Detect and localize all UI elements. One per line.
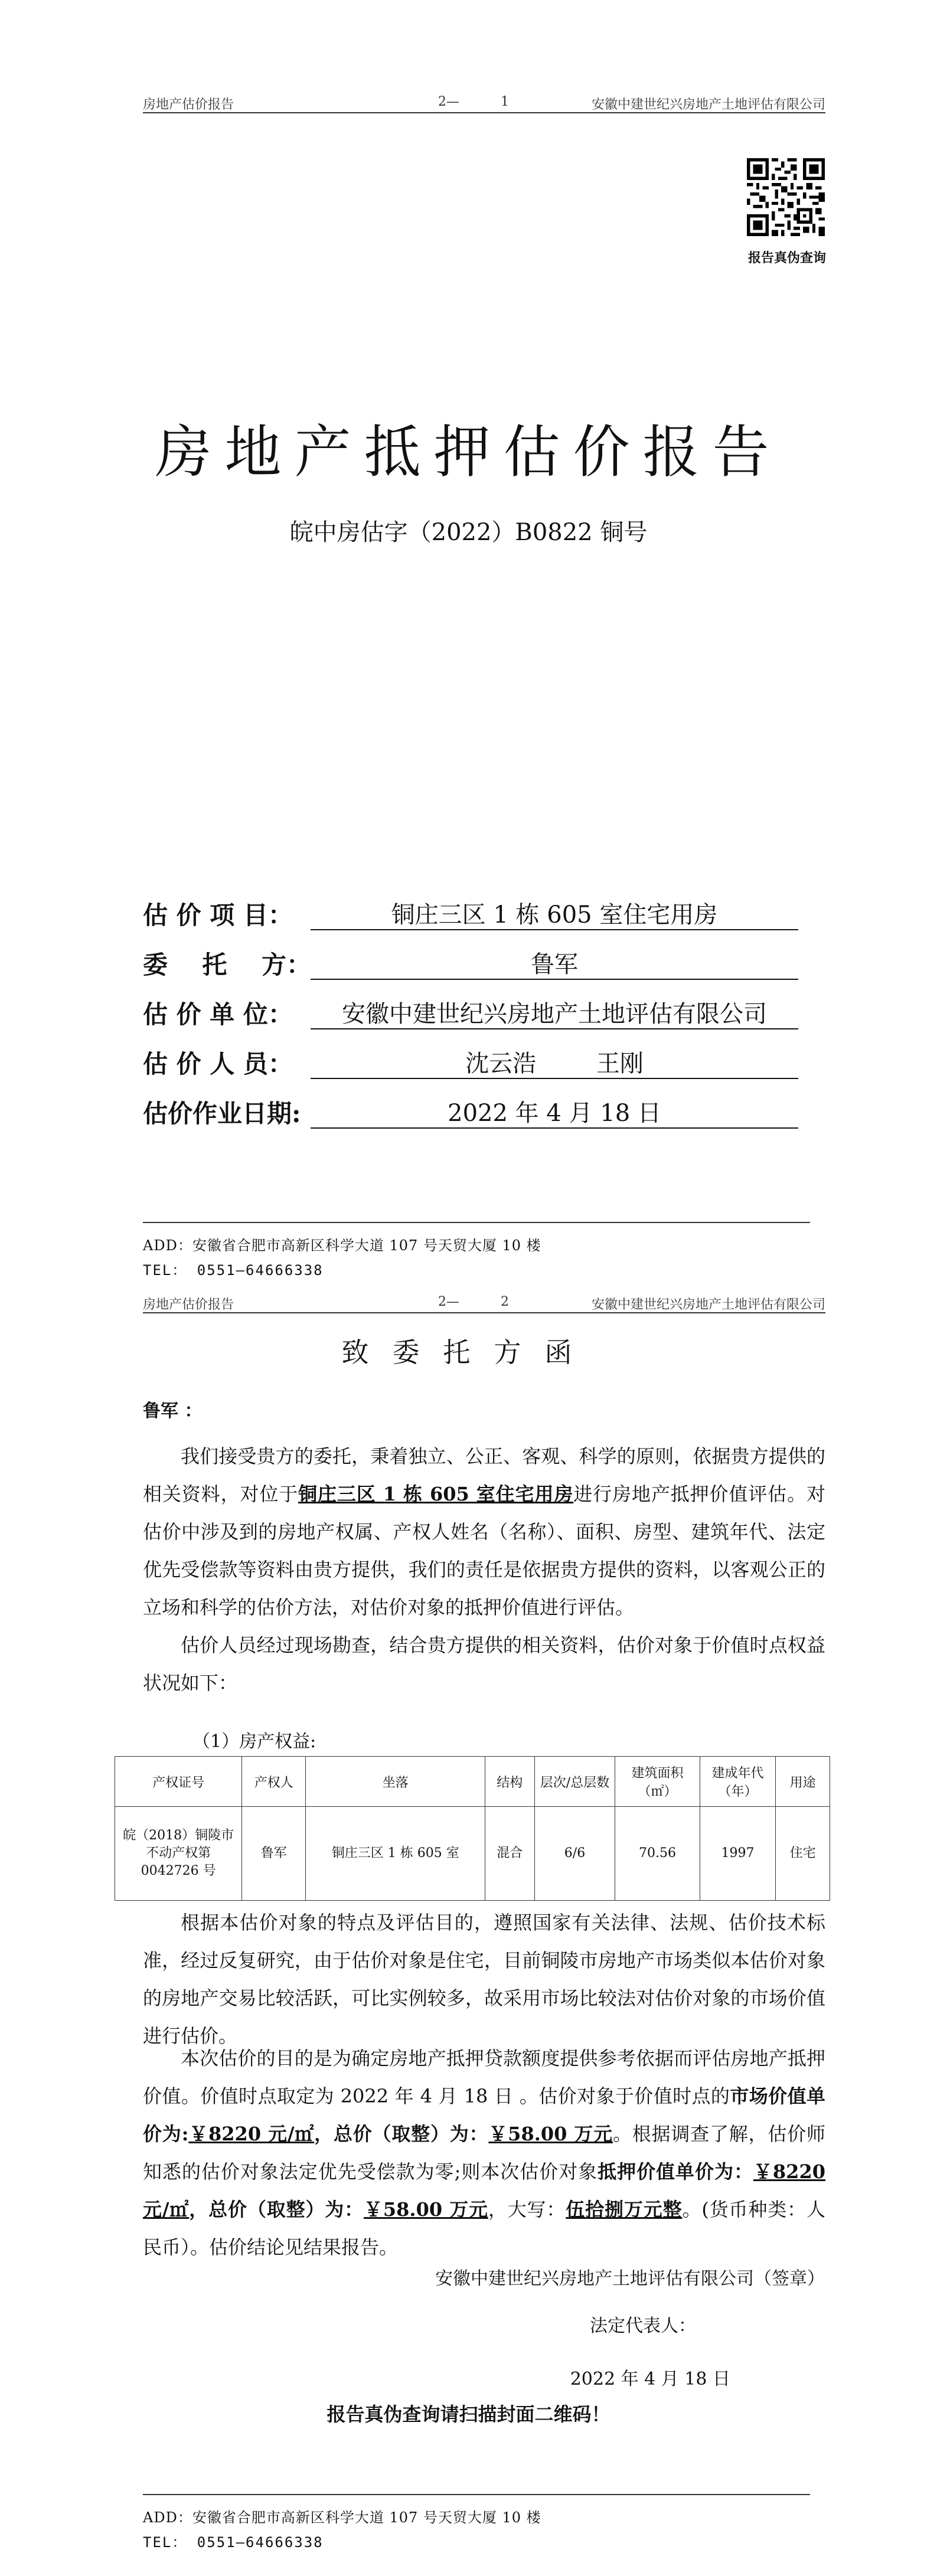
report-title: 房地产抵押估价报告 — [155, 419, 782, 485]
cell-use: 住宅 — [776, 1807, 830, 1901]
col-owner: 产权人 — [242, 1757, 306, 1807]
property-rights-table — [115, 1756, 830, 1901]
letter-salutation: 鲁军 ： — [143, 1401, 203, 1421]
cell-structure: 混合 — [485, 1807, 534, 1901]
field-appraisers — [143, 1045, 798, 1080]
cover-footer — [143, 1222, 810, 1279]
field-label: 估 价 项 目： — [143, 901, 293, 930]
field-label: 委 托 方： — [143, 950, 311, 979]
cell-floor: 6/6 — [534, 1807, 615, 1901]
field-label: 估 价 单 位： — [143, 1000, 293, 1029]
header-left: 房地产估价报告 — [143, 97, 234, 112]
col-floor: 层次/总层数 — [534, 1757, 615, 1807]
field-value: 安徽中建世纪兴房地产土地评估有限公司 — [311, 995, 798, 1029]
qr-caption: 报告真伪查询 — [747, 250, 826, 266]
page-header — [143, 94, 825, 113]
cell-area: 70.56 — [615, 1807, 700, 1901]
qr-code-icon[interactable] — [747, 158, 825, 236]
col-area: 建筑面积（㎡） — [615, 1757, 700, 1807]
table-header-row — [115, 1757, 830, 1807]
letter-title: 致委托方函 — [341, 1336, 596, 1368]
col-location: 坐落 — [306, 1757, 485, 1807]
header-left: 房地产估价报告 — [143, 1297, 234, 1312]
footer-phone: TEL： 0551—64666338 — [143, 1262, 324, 1279]
col-use: 用途 — [776, 1757, 830, 1807]
sign-representative: 法定代表人： — [590, 2316, 696, 2336]
field-project — [143, 896, 798, 931]
report-number: 皖中房估字（2022）B0822 铜号 — [289, 519, 648, 546]
field-work-date — [143, 1094, 798, 1130]
cell-cert-no: 皖（2018）铜陵市不动产权第 0042726 号 — [115, 1807, 242, 1901]
rights-subtitle: （1）房产权益: — [192, 1731, 316, 1752]
header-page-number: 2— 1 — [438, 94, 509, 109]
cell-location: 铜庄三区 1 栋 605 室 — [306, 1807, 485, 1901]
field-label: 估 价 人 员： — [143, 1050, 293, 1078]
page-header — [143, 1294, 825, 1313]
field-label: 估价作业日期: — [143, 1099, 301, 1128]
field-value: 铜庄三区 1 栋 605 室住宅用房 — [311, 896, 798, 930]
field-value: 2022 年 4 月 18 日 — [311, 1094, 798, 1129]
table-row — [115, 1807, 830, 1901]
header-page-number: 2— 2 — [438, 1294, 509, 1309]
letter-page — [0, 1290, 937, 2576]
authenticity-notice: 报告真伪查询请扫描封面二维码！ — [327, 2403, 610, 2425]
letter-paragraph-2: 估价人员经过现场勘查，结合贵方提供的相关资料，估价对象于价值时点权益状况如下： — [143, 1634, 825, 1694]
letter-paragraph-3: 根据本估价对象的特点及评估目的，遵照国家有关法律、法规、估价技术标准，经过反复研究，由于估价对象是住宅，目前铜陵市房地产市场类似本估价对象的房地产交易比较活跃，可比实例较多，故采用市场比较法对估价对象的市场价值进行估价。 — [143, 1911, 825, 2047]
field-client — [143, 946, 798, 981]
sign-company: 安徽中建世纪兴房地产土地评估有限公司（签章） — [435, 2268, 825, 2289]
header-right: 安徽中建世纪兴房地产土地评估有限公司 — [591, 1297, 825, 1312]
field-value: 鲁军 — [311, 946, 798, 980]
cell-owner: 鲁军 — [242, 1807, 306, 1901]
col-structure: 结构 — [485, 1757, 534, 1807]
letter-paragraph-4: 本次估价的目的是为确定房地产抵押贷款额度提供参考依据而评估房地产抵押价值。价值时点取定为 2022 年 4 月 18 日 。估价对象于价值时点的市场价值单价为:￥8220 元/㎡，总价（取整）为：￥58.00 万元。根据调查了解，估价师知悉的估价对象法定优先受偿款为零;则本次估价对象抵押价值单价为：￥8220 元/㎡，总价（取整）为：￥58.00 万元，大写：伍拾捌万元整。(货币种类：人民币）。估价结论见结果报告。 — [143, 2047, 825, 2258]
footer-phone: TEL： 0551—64666338 — [143, 2534, 324, 2551]
field-value: 沈云浩 王刚 — [311, 1045, 798, 1079]
footer-address: ADD：安徽省合肥市高新区科学大道 107 号天贸大厦 10 楼 — [143, 1237, 541, 1254]
col-cert-no: 产权证号 — [115, 1757, 242, 1807]
footer-address: ADD：安徽省合肥市高新区科学大道 107 号天贸大厦 10 楼 — [143, 2509, 541, 2526]
col-year: 建成年代（年） — [700, 1757, 776, 1807]
header-right: 安徽中建世纪兴房地产土地评估有限公司 — [591, 97, 825, 112]
letter-footer — [143, 2494, 810, 2551]
field-appraiser-org — [143, 995, 798, 1031]
cell-year: 1997 — [700, 1807, 776, 1901]
letter-paragraph-1: 我们接受贵方的委托，秉着独立、公正、客观、科学的原则，依据贵方提供的相关资料，对位于铜庄三区 1 栋 605 室住宅用房进行房地产抵押价值评估。对估价中涉及到的房地产权属、产权人姓名（名称）、面积、房型、建筑年代、法定优先受偿款等资料由贵方提供，我们的责任是依据贵方提供的资料，以客观公正的立场和科学的估价方法，对估价对象的抵押价值进行评估。 — [143, 1445, 825, 1619]
sign-date: 2022 年 4 月 18 日 — [570, 2369, 730, 2389]
